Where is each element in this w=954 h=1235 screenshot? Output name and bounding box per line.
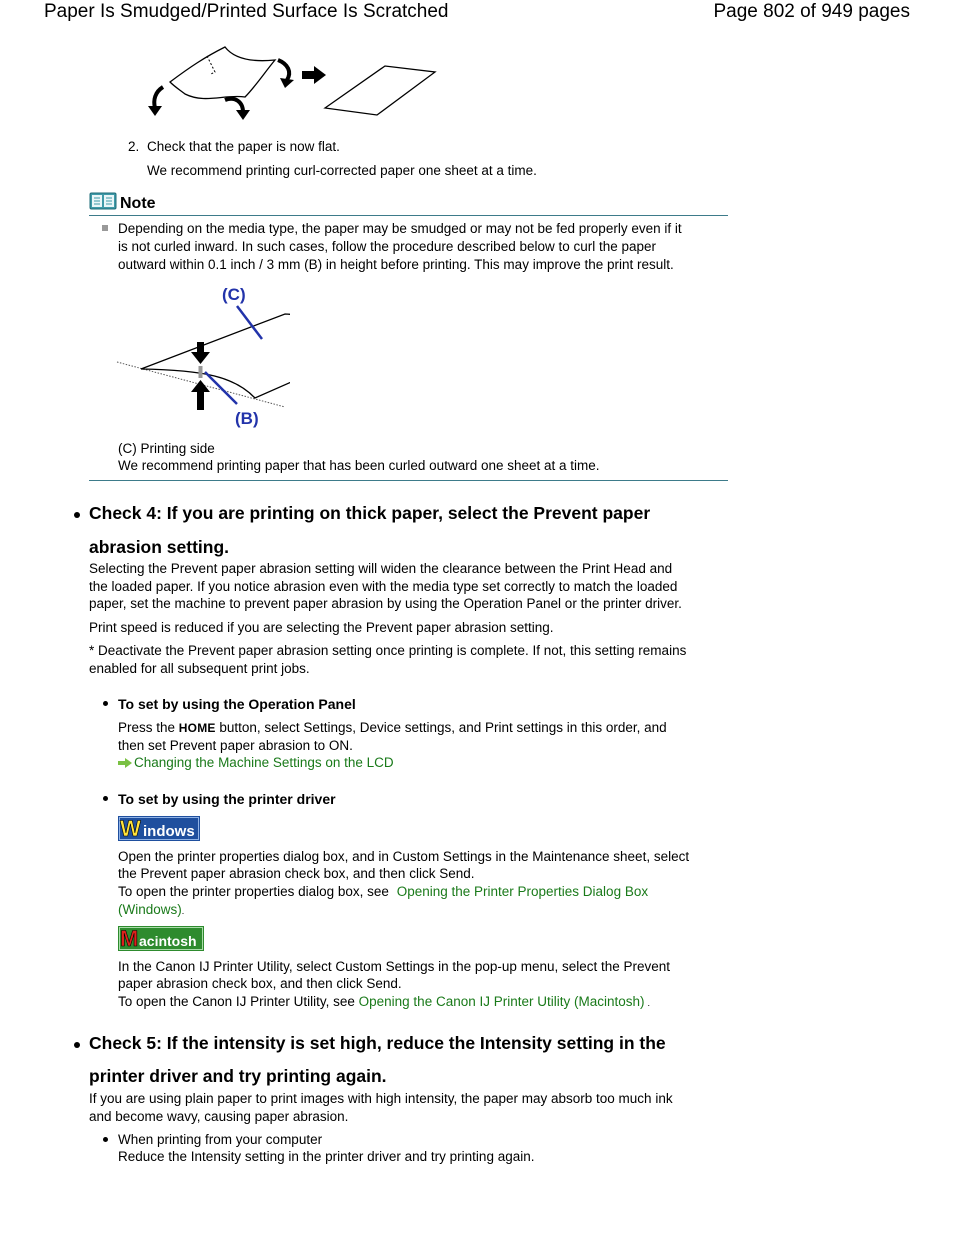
- fig-label-b: (B): [235, 409, 259, 428]
- text-fragment: To open the printer properties dialog box, see: [118, 884, 389, 899]
- note-bottom-rule: [89, 480, 728, 481]
- fig-caption: (C) Printing side: [118, 441, 215, 456]
- macintosh-badge-icon: [118, 926, 204, 951]
- curl-correction-illustration: [145, 42, 440, 124]
- printer-properties-link[interactable]: (Windows): [118, 902, 182, 917]
- paragraph-line: Selecting the Prevent paper abrasion setting will widen the clearance between the Print Head and: [89, 561, 673, 576]
- check5-heading: printer driver and try printing again.: [89, 1066, 387, 1086]
- step-subtext: We recommend printing curl-corrected paper one sheet at a time.: [147, 163, 537, 178]
- svg-text:M: M: [120, 926, 139, 951]
- paragraph-line: the loaded paper. If you notice abrasion even with the media type set correctly to match the loaded: [89, 579, 678, 594]
- text-fragment: .: [647, 998, 651, 1008]
- section-bullet: [74, 1042, 80, 1048]
- page-number: Page 802 of 949 pages: [713, 1, 910, 22]
- home-button-keyword: HOME: [178, 721, 216, 735]
- paragraph-line: the Prevent paper abrasion check box, and then click Send.: [118, 866, 475, 881]
- fig-label-c: (C): [222, 285, 246, 304]
- operation-panel-heading: To set by using the Operation Panel: [118, 696, 356, 712]
- paragraph-line: then set Prevent paper abrasion to ON.: [118, 738, 353, 753]
- paragraph-line: [118, 883, 648, 901]
- paragraph-line: enabled for all subsequent print jobs.: [89, 661, 310, 676]
- paragraph-line: Print speed is reduced if you are selecting the Prevent paper abrasion setting.: [89, 620, 554, 635]
- paragraph-line: [118, 993, 650, 1013]
- lcd-settings-link[interactable]: [118, 754, 394, 772]
- note-bullet: [102, 225, 108, 231]
- paragraph-line: If you are using plain paper to print images with high intensity, the paper may absorb too much ink: [89, 1091, 673, 1106]
- sub-bullet: [103, 1137, 108, 1142]
- paragraph-line: When printing from your computer: [118, 1132, 323, 1147]
- svg-text:acintosh: acintosh: [139, 933, 197, 949]
- paragraph-line: Reduce the Intensity setting in the printer driver and try printing again.: [118, 1149, 535, 1164]
- paragraph-line: [118, 901, 184, 921]
- page-title: Paper Is Smudged/Printed Surface Is Scratched: [44, 1, 449, 22]
- paragraph-line: * Deactivate the Prevent paper abrasion setting once printing is complete. If not, this setting remains: [89, 643, 687, 658]
- text-fragment: To open the Canon IJ Printer Utility, see: [118, 994, 355, 1009]
- sub-bullet: [103, 701, 108, 706]
- text-fragment: button, select Settings, Device settings, and Print settings in this order, and: [219, 720, 667, 735]
- printer-properties-link[interactable]: Opening the Printer Properties Dialog Box: [396, 884, 649, 899]
- paragraph-line: In the Canon IJ Printer Utility, select Custom Settings in the pop-up menu, select the Prevent: [118, 959, 671, 974]
- windows-badge-icon: [118, 816, 200, 841]
- ij-printer-utility-link[interactable]: Opening the Canon IJ Printer Utility (Macintosh): [358, 994, 645, 1009]
- svg-text:W: W: [120, 816, 141, 841]
- svg-text:indows: indows: [143, 823, 195, 840]
- green-arrow-icon: [118, 758, 132, 768]
- step-number: 2.: [128, 139, 140, 154]
- paragraph-line: [118, 719, 667, 738]
- note-line: is not curled inward. In such cases, follow the procedure described below to curl the paper: [118, 239, 657, 254]
- note-line: Depending on the media type, the paper may be smudged or may not be fed properly even if it: [118, 221, 682, 236]
- note-line: outward within 0.1 inch / 3 mm (B) in height before printing. This may improve the print result.: [118, 257, 674, 272]
- note-book-icon: [89, 191, 117, 211]
- paragraph-line: paper, set the machine to prevent paper abrasion by using the Operation Panel or the printer driver.: [89, 596, 682, 611]
- check5-heading: Check 5: If the intensity is set high, reduce the Intensity setting in the: [89, 1033, 666, 1053]
- step-text: Check that the paper is now flat.: [147, 139, 340, 154]
- fig-caption: We recommend printing paper that has been curled outward one sheet at a time.: [118, 458, 600, 473]
- printer-driver-heading: To set by using the printer driver: [118, 791, 336, 807]
- check4-heading: abrasion setting.: [89, 537, 230, 557]
- text-fragment: .: [181, 906, 185, 916]
- link-text[interactable]: Changing the Machine Settings on the LCD: [134, 755, 394, 770]
- paragraph-line: and become wavy, causing paper abrasion.: [89, 1109, 349, 1124]
- paragraph-line: paper abrasion check box, and then click Send.: [118, 976, 402, 991]
- note-top-rule: [89, 215, 728, 216]
- paragraph-line: Open the printer properties dialog box, and in Custom Settings in the Maintenance sheet, select: [118, 849, 690, 864]
- outward-curl-figure: [115, 282, 290, 430]
- section-bullet: [74, 512, 80, 518]
- check4-heading: Check 4: If you are printing on thick paper, select the Prevent paper: [89, 503, 651, 523]
- text-fragment: Press the: [118, 720, 176, 735]
- note-label: Note: [120, 195, 156, 212]
- sub-bullet: [103, 796, 108, 801]
